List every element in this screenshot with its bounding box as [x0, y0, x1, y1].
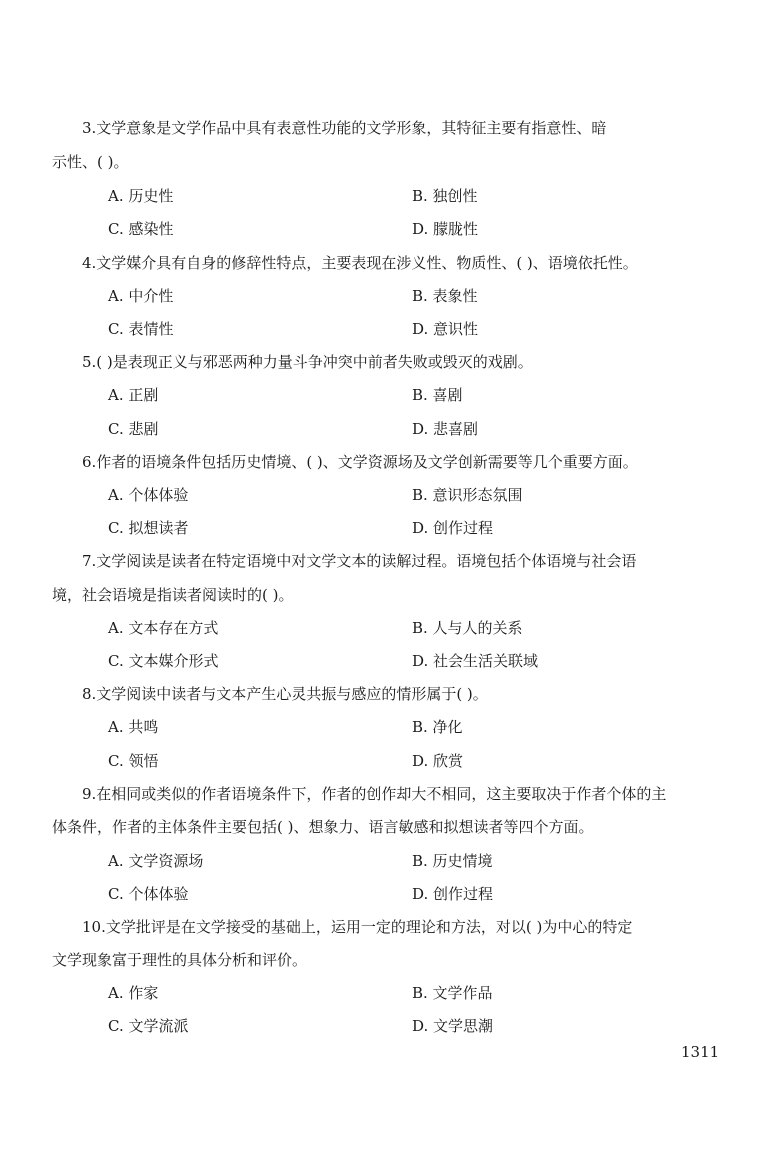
- question-5-option-c: C. 悲剧: [108, 420, 159, 438]
- question-9-line-2: 体条件，作者的主体条件主要包括( )、想象力、语言敏感和拟想读者等四个方面。: [52, 818, 594, 836]
- question-7-line-2: 境，社会语境是指读者阅读时的( )。: [52, 586, 294, 604]
- question-3-option-a: A. 历史性: [108, 187, 174, 205]
- question-4-option-d: D. 意识性: [412, 320, 479, 338]
- question-9-option-b: B. 历史情境: [412, 852, 493, 870]
- question-5-line-1: 5.( )是表现正义与邪恶两种力量斗争冲突中前者失败或毁灭的戏剧。: [82, 353, 533, 371]
- question-9-line-1: 9.在相同或类似的作者语境条件下，作者的创作却大不相同，这主要取决于作者个体的主: [82, 785, 667, 803]
- question-10-line-1: 10.文学批评是在文学接受的基础上，运用一定的理论和方法，对以( )为中心的特定: [82, 918, 633, 936]
- question-10-option-d: D. 文学思潮: [412, 1017, 494, 1035]
- question-4-option-b: B. 表象性: [412, 287, 478, 305]
- question-7-option-b: B. 人与人的关系: [412, 619, 523, 637]
- question-8-line-1: 8.文学阅读中读者与文本产生心灵共振与感应的情形属于( )。: [82, 685, 488, 703]
- question-6-option-a: A. 个体体验: [108, 486, 189, 504]
- question-10-option-a: A. 作家: [108, 984, 159, 1002]
- question-5-option-b: B. 喜剧: [412, 386, 463, 404]
- question-5-option-d: D. 悲喜剧: [412, 420, 479, 438]
- question-10-line-2: 文学现象富于理性的具体分析和评价。: [52, 951, 308, 969]
- question-3-line-1: 3.文学意象是文学作品中具有表意性功能的文学形象，其特征主要有指意性、暗: [82, 119, 607, 137]
- question-3-option-c: C. 感染性: [108, 220, 174, 238]
- question-3-option-d: D. 朦胧性: [412, 220, 479, 238]
- question-9-option-d: D. 创作过程: [412, 885, 494, 903]
- question-3-option-b: B. 独创性: [412, 187, 478, 205]
- question-10-option-b: B. 文学作品: [412, 984, 493, 1002]
- question-8-option-c: C. 领悟: [108, 752, 159, 770]
- question-8-option-d: D. 欣赏: [412, 752, 464, 770]
- page-number: 1311: [681, 1043, 720, 1061]
- question-9-option-c: C. 个体体验: [108, 885, 189, 903]
- question-4-option-a: A. 中介性: [108, 287, 174, 305]
- question-6-option-b: B. 意识形态氛围: [412, 486, 523, 504]
- question-6-option-d: D. 创作过程: [412, 519, 494, 537]
- question-7-line-1: 7.文学阅读是读者在特定语境中对文学文本的读解过程。语境包括个体语境与社会语: [82, 552, 637, 570]
- question-6-option-c: C. 拟想读者: [108, 519, 189, 537]
- question-3-line-2: 示性、( )。: [52, 153, 129, 171]
- question-8-option-b: B. 净化: [412, 718, 463, 736]
- question-7-option-d: D. 社会生活关联域: [412, 652, 539, 670]
- question-6-line-1: 6.作者的语境条件包括历史情境、( )、文学资源场及文学创新需要等几个重要方面。: [82, 453, 638, 471]
- question-9-option-a: A. 文学资源场: [108, 852, 204, 870]
- question-4-option-c: C. 表情性: [108, 320, 174, 338]
- question-7-option-a: A. 文本存在方式: [108, 619, 219, 637]
- question-10-option-c: C. 文学流派: [108, 1017, 189, 1035]
- question-4-line-1: 4.文学媒介具有自身的修辞性特点，主要表现在涉义性、物质性、( )、语境依托性。: [82, 254, 638, 272]
- question-8-option-a: A. 共鸣: [108, 718, 159, 736]
- question-5-option-a: A. 正剧: [108, 386, 159, 404]
- question-7-option-c: C. 文本媒介形式: [108, 652, 219, 670]
